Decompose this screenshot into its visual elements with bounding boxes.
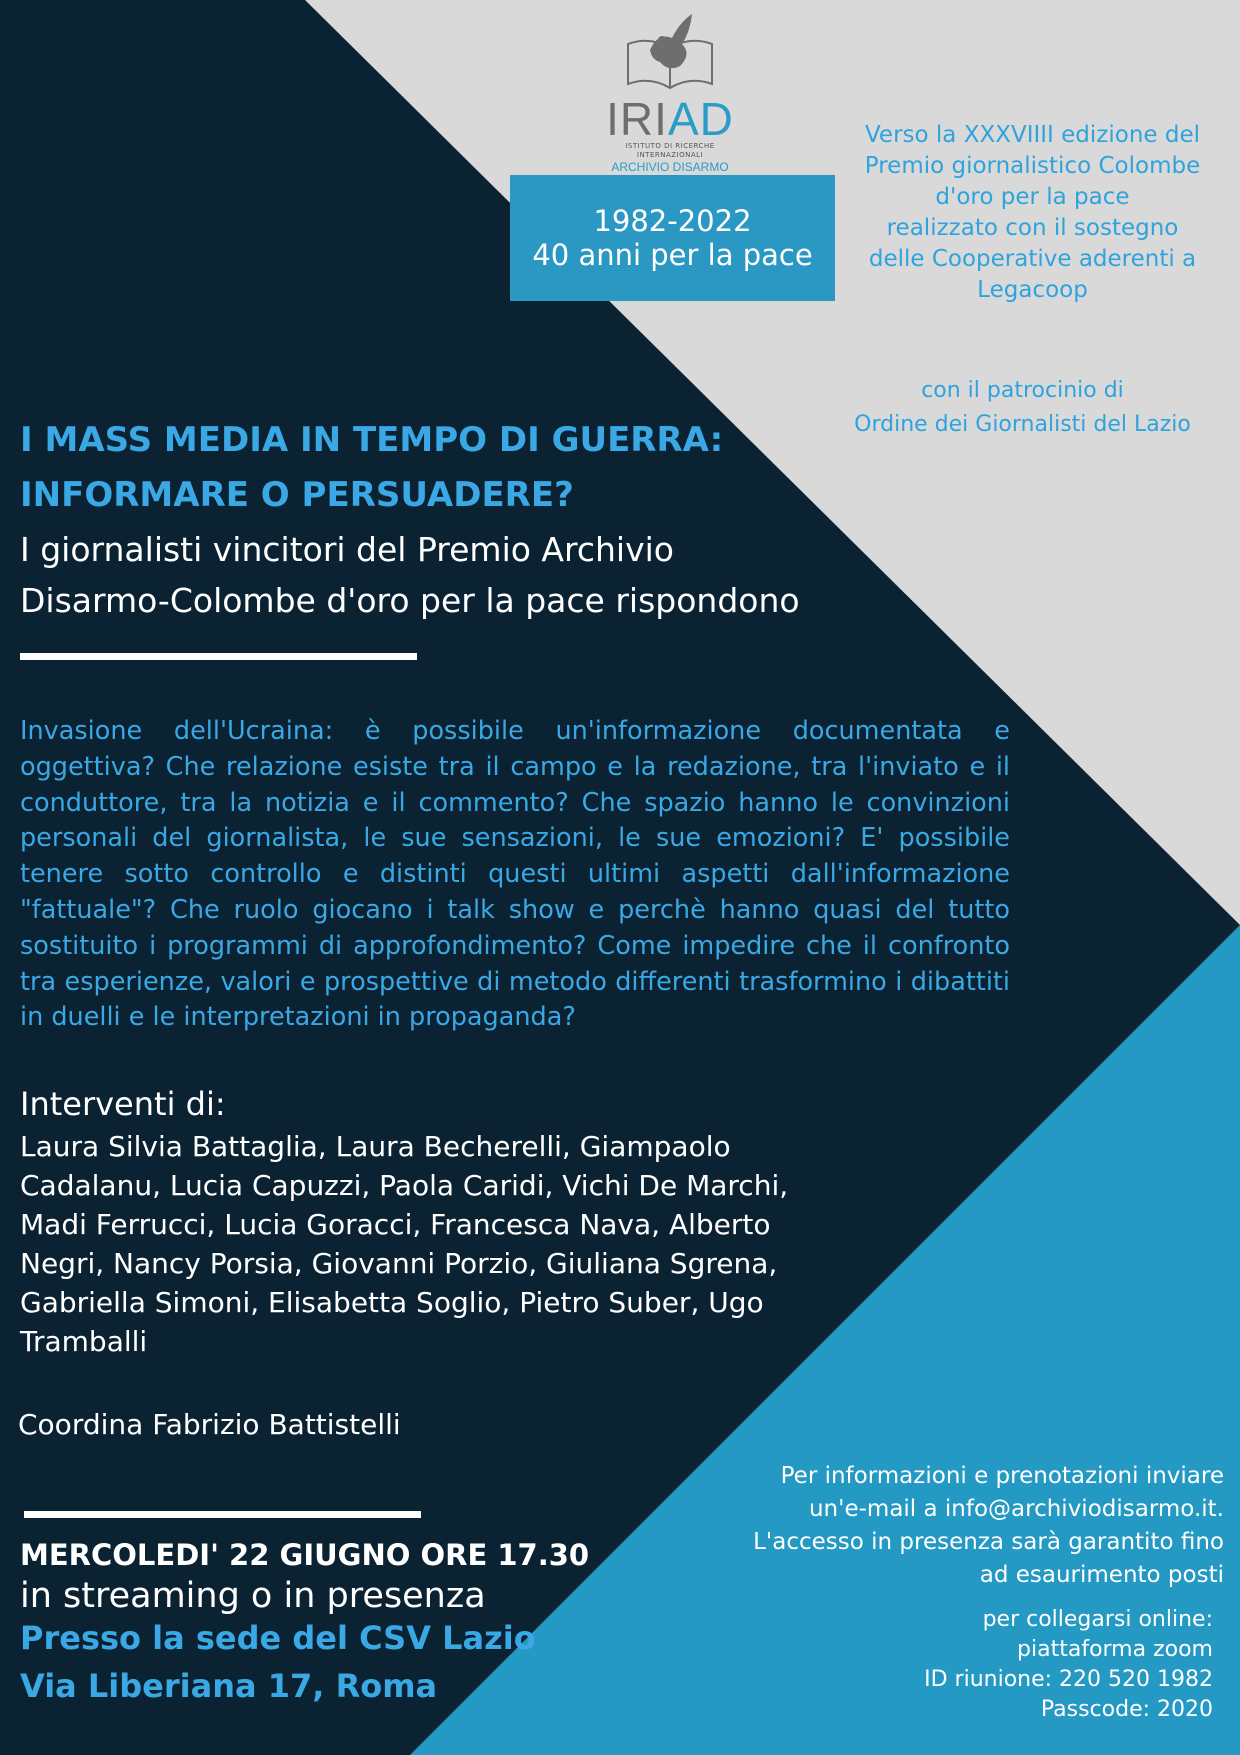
anniversary-badge (510, 175, 835, 301)
iriad-logo (595, 10, 745, 174)
speakers-line: Gabriella Simoni, Elisabetta Soglio, Pietro Suber, Ugo (20, 1286, 764, 1319)
logo-archive-name: ARCHIVIO DISARMO (611, 160, 729, 174)
speakers-list (20, 1127, 900, 1361)
event-mode: in streaming o in presenza (20, 1576, 486, 1616)
patronage (840, 374, 1205, 442)
badge-years: 1982-2022 (593, 204, 752, 238)
event-description: Invasione dell'Ucraina: è possibile un'informazione documentata e oggettiva? Che relazione esiste tra il campo e la redazione, tra l'inviato e il conduttore, tra la notizia e il commento? Che spazio hanno le convinzioni personali del giornalista, le sue sensazioni, le sue emozioni? E' possibile tenere sotto controllo e distinti questi ultimi aspetti dall'informazione "fattuale"? Che ruolo giocano i talk show e perchè hanno quasi del tutto sostituito i programmi di approfondimento? Come impedire che il confronto tra esperienze, valori e prospettive di metodo differenti trasformino i dibattiti in duelli e le interpretazioni in propaganda? (20, 716, 1010, 1033)
event-address: Via Liberiana 17, Roma (20, 1667, 438, 1705)
online-line: per collegarsi online: (982, 1607, 1213, 1632)
logo-institute-name: ISTITUTO DI RICERCHE INTERNAZIONALI (625, 142, 715, 159)
logo-wordmark (595, 93, 745, 145)
online-info (860, 1605, 1213, 1725)
divider (20, 653, 417, 660)
speakers-line: Negri, Nancy Porsia, Giovanni Porzio, Giuliana Sgrena, (20, 1247, 778, 1280)
promo-line: realizzato con il sostegno (886, 215, 1179, 241)
info-line: ad esaurimento posti (979, 1562, 1224, 1588)
online-line: piattaforma zoom (1017, 1637, 1213, 1662)
speakers-line: Madi Ferrucci, Lucia Goracci, Francesca Nava, Alberto (20, 1208, 771, 1241)
logo-iri: IRI (606, 93, 668, 145)
online-line: ID riunione: 220 520 1982 (924, 1667, 1213, 1692)
speakers-line: Laura Silvia Battaglia, Laura Becherelli, Giampaolo (20, 1130, 731, 1163)
patronage-line: Ordine dei Giornalisti del Lazio (854, 412, 1191, 437)
promo-line: delle Cooperative aderenti a (868, 246, 1197, 272)
online-line: Passcode: 2020 (1040, 1697, 1213, 1722)
badge-text: 40 anni per la pace (532, 238, 813, 272)
coordinator: Coordina Fabrizio Battistelli (18, 1408, 401, 1441)
promo-line: Legacoop (977, 277, 1088, 303)
info-line: L'accesso in presenza sarà garantito fino (753, 1529, 1224, 1555)
promo-line: Premio giornalistico Colombe (864, 153, 1201, 179)
subtitle-line: Disarmo-Colombe d'oro per la pace rispondono (20, 581, 800, 620)
promo-line: d'oro per la pace (935, 184, 1130, 210)
subtitle-line: I giornalisti vincitori del Premio Archivio (20, 530, 674, 569)
divider (24, 1511, 421, 1518)
event-title (20, 413, 780, 523)
dove-book-icon (620, 10, 720, 92)
promo-line: Verso la XXXVIIII edizione del (864, 122, 1201, 148)
logo-ad: AD (667, 93, 734, 145)
speakers-line: Cadalanu, Lucia Capuzzi, Paola Caridi, Vichi De Marchi, (20, 1169, 789, 1202)
title-line: I MASS MEDIA IN TEMPO DI GUERRA: (20, 420, 724, 460)
event-subtitle (20, 524, 880, 626)
booking-info (700, 1460, 1224, 1592)
title-line: INFORMARE O PERSUADERE? (20, 475, 574, 515)
info-line: Per informazioni e prenotazioni inviare (780, 1463, 1224, 1489)
info-line: un'e-mail a info@archiviodisarmo.it. (808, 1496, 1224, 1522)
event-date: MERCOLEDI' 22 GIUGNO ORE 17.30 (20, 1538, 590, 1572)
patronage-line: con il patrocinio di (921, 378, 1124, 403)
event-venue: Presso la sede del CSV Lazio (20, 1619, 536, 1657)
speakers-line: Tramballi (20, 1325, 148, 1358)
speakers-heading: Interventi di: (20, 1085, 226, 1123)
prize-promo (840, 120, 1225, 306)
